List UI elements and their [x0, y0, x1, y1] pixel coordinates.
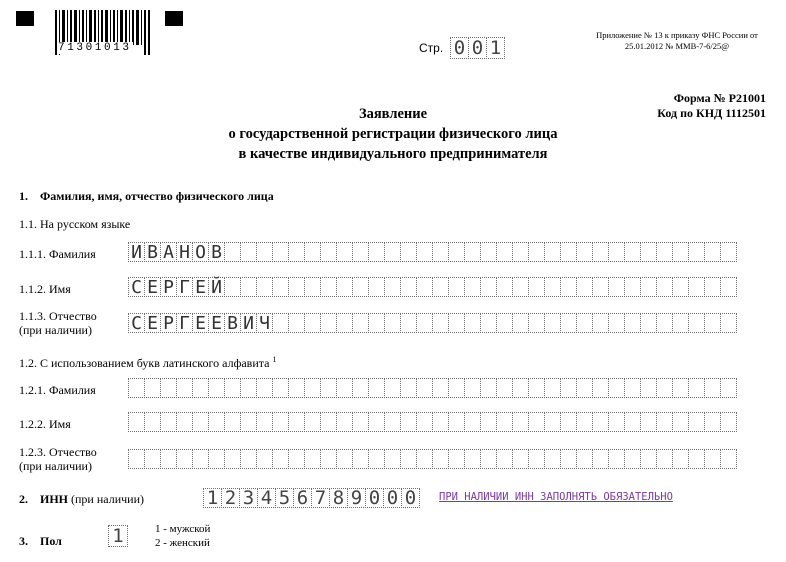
letter-cell[interactable]: [464, 277, 481, 297]
letter-cell[interactable]: [688, 378, 705, 398]
letter-cell[interactable]: [640, 277, 657, 297]
letter-cell[interactable]: [576, 313, 593, 333]
latin-patronymic-field[interactable]: [128, 449, 736, 469]
letter-cell[interactable]: 0: [365, 488, 384, 508]
letter-cell[interactable]: [544, 313, 561, 333]
letter-cell[interactable]: [720, 277, 737, 297]
latin-patronymic-label-line: 1.2.3. Отчество: [19, 445, 97, 459]
letter-cell[interactable]: [368, 378, 385, 398]
letter-cell[interactable]: И: [128, 242, 145, 262]
letter-cell[interactable]: [688, 242, 705, 262]
letter-cell[interactable]: [528, 412, 545, 432]
patronymic-label-line: 1.1.3. Отчество: [19, 309, 97, 323]
letter-cell[interactable]: [560, 242, 577, 262]
letter-cell[interactable]: [704, 313, 721, 333]
name-label: 1.1.2. Имя: [19, 282, 71, 296]
letter-cell[interactable]: [624, 242, 641, 262]
letter-cell[interactable]: [320, 449, 337, 469]
latin-surname-label: 1.2.1. Фамилия: [19, 383, 96, 397]
inn-heading: [40, 492, 144, 506]
letter-cell[interactable]: [272, 449, 289, 469]
section3-number: 3.: [19, 534, 28, 548]
letter-cell[interactable]: [688, 449, 705, 469]
letter-cell[interactable]: [352, 449, 369, 469]
letter-cell[interactable]: И: [240, 313, 257, 333]
letter-cell[interactable]: [512, 313, 529, 333]
letter-cell[interactable]: [656, 313, 673, 333]
letter-cell[interactable]: [288, 277, 305, 297]
letter-cell[interactable]: [160, 412, 177, 432]
letter-cell[interactable]: [512, 378, 529, 398]
letter-cell[interactable]: [608, 378, 625, 398]
letter-cell[interactable]: [384, 449, 401, 469]
letter-cell[interactable]: [496, 242, 513, 262]
sex-cell[interactable]: 1: [108, 525, 128, 547]
letter-cell[interactable]: [464, 412, 481, 432]
letter-cell[interactable]: [528, 378, 545, 398]
letter-cell[interactable]: [592, 277, 609, 297]
letter-cell[interactable]: [608, 242, 625, 262]
letter-cell[interactable]: [400, 449, 417, 469]
letter-cell[interactable]: [464, 313, 481, 333]
letter-cell[interactable]: [368, 449, 385, 469]
letter-cell[interactable]: [560, 313, 577, 333]
letter-cell[interactable]: [304, 277, 321, 297]
sex-option-female: 2 - женский: [155, 537, 210, 549]
letter-cell[interactable]: [400, 242, 417, 262]
letter-cell[interactable]: [192, 449, 209, 469]
letter-cell[interactable]: [656, 412, 673, 432]
letter-cell[interactable]: [352, 378, 369, 398]
letter-cell[interactable]: В: [224, 313, 241, 333]
letter-cell[interactable]: [720, 449, 737, 469]
letter-cell[interactable]: Е: [144, 313, 161, 333]
letter-cell[interactable]: [544, 242, 561, 262]
inn-field[interactable]: [203, 488, 419, 508]
letter-cell[interactable]: [256, 412, 273, 432]
letter-cell[interactable]: [640, 449, 657, 469]
letter-cell[interactable]: [704, 378, 721, 398]
letter-cell[interactable]: [336, 449, 353, 469]
section1-heading: Фамилия, имя, отчество физического лица: [40, 189, 274, 203]
knd-code: Код по КНД 1112501: [657, 106, 766, 120]
letter-cell[interactable]: [416, 449, 433, 469]
letter-cell[interactable]: [544, 277, 561, 297]
letter-cell[interactable]: [448, 449, 465, 469]
page-label: Стр.: [419, 41, 444, 55]
letter-cell[interactable]: [704, 449, 721, 469]
letter-cell[interactable]: [608, 412, 625, 432]
letter-cell[interactable]: О: [192, 242, 209, 262]
letter-cell[interactable]: 4: [257, 488, 276, 508]
letter-cell[interactable]: [528, 313, 545, 333]
letter-cell[interactable]: Й: [208, 277, 225, 297]
letter-cell[interactable]: [528, 242, 545, 262]
page-number-digit: 1: [486, 37, 505, 59]
letter-cell[interactable]: [208, 412, 225, 432]
letter-cell[interactable]: [592, 378, 609, 398]
letter-cell[interactable]: [512, 449, 529, 469]
letter-cell[interactable]: [304, 378, 321, 398]
letter-cell[interactable]: [720, 412, 737, 432]
name-field[interactable]: [128, 277, 736, 297]
letter-cell[interactable]: Е: [144, 277, 161, 297]
letter-cell[interactable]: 5: [275, 488, 294, 508]
letter-cell[interactable]: [304, 242, 321, 262]
letter-cell[interactable]: Е: [208, 313, 225, 333]
latin-name-label: 1.2.2. Имя: [19, 417, 71, 431]
letter-cell[interactable]: [560, 378, 577, 398]
footnote-mark: 1: [272, 355, 277, 364]
letter-cell[interactable]: [496, 378, 513, 398]
sex-options: [155, 522, 210, 550]
letter-cell[interactable]: [720, 378, 737, 398]
letter-cell[interactable]: [384, 412, 401, 432]
letter-cell[interactable]: [560, 277, 577, 297]
letter-cell[interactable]: [656, 449, 673, 469]
letter-cell[interactable]: [240, 277, 257, 297]
latin-subheading-text: 1.2. С использованием букв латинского алфавита: [19, 356, 270, 370]
letter-cell[interactable]: [144, 412, 161, 432]
letter-cell[interactable]: [160, 449, 177, 469]
letter-cell[interactable]: [704, 412, 721, 432]
letter-cell[interactable]: Н: [176, 242, 193, 262]
letter-cell[interactable]: [176, 449, 193, 469]
letter-cell[interactable]: [512, 277, 529, 297]
letter-cell[interactable]: [336, 412, 353, 432]
form-number: Форма № Р21001: [673, 91, 766, 105]
sex-field[interactable]: [108, 525, 127, 547]
title-line: в качестве индивидуального предпринимателя: [238, 146, 548, 162]
letter-cell[interactable]: 0: [383, 488, 402, 508]
letter-cell[interactable]: [416, 242, 433, 262]
letter-cell[interactable]: [624, 449, 641, 469]
appendix-line: 25.01.2012 № ММВ-7-6/25@: [624, 41, 730, 51]
letter-cell[interactable]: [432, 378, 449, 398]
letter-cell[interactable]: [288, 378, 305, 398]
letter-cell[interactable]: [496, 412, 513, 432]
letter-cell[interactable]: [432, 412, 449, 432]
letter-cell[interactable]: [352, 242, 369, 262]
letter-cell[interactable]: [448, 277, 465, 297]
letter-cell[interactable]: [288, 449, 305, 469]
letter-cell[interactable]: [576, 449, 593, 469]
letter-cell[interactable]: [672, 277, 689, 297]
letter-cell[interactable]: [432, 242, 449, 262]
appendix-line: Приложение № 13 к приказу ФНС России от: [596, 30, 758, 40]
letter-cell[interactable]: [304, 412, 321, 432]
letter-cell[interactable]: [688, 313, 705, 333]
document-title: [0, 104, 786, 164]
letter-cell[interactable]: [144, 449, 161, 469]
latin-patronymic-label-line: (при наличии): [19, 459, 92, 473]
latin-subheading: [19, 353, 276, 370]
letter-cell[interactable]: [432, 313, 449, 333]
patronymic-label: [19, 309, 97, 337]
letter-cell[interactable]: [608, 313, 625, 333]
letter-cell[interactable]: [400, 313, 417, 333]
letter-cell[interactable]: [624, 412, 641, 432]
title-line: о государственной регистрации физического лица: [228, 126, 558, 142]
title-line: Заявление: [358, 106, 428, 122]
letter-cell[interactable]: [544, 412, 561, 432]
letter-cell[interactable]: [304, 313, 321, 333]
letter-cell[interactable]: [368, 412, 385, 432]
letter-cell[interactable]: Ч: [256, 313, 273, 333]
letter-cell[interactable]: [320, 313, 337, 333]
letter-cell[interactable]: [352, 313, 369, 333]
letter-cell[interactable]: [672, 449, 689, 469]
letter-cell[interactable]: [448, 242, 465, 262]
letter-cell[interactable]: 1: [203, 488, 222, 508]
letter-cell[interactable]: [640, 313, 657, 333]
letter-cell[interactable]: [656, 277, 673, 297]
letter-cell[interactable]: [160, 378, 177, 398]
letter-cell[interactable]: [496, 313, 513, 333]
letter-cell[interactable]: [416, 277, 433, 297]
russian-subheading: 1.1. На русском языке: [19, 217, 131, 231]
sex-heading: Пол: [40, 534, 62, 548]
letter-cell[interactable]: [272, 313, 289, 333]
letter-cell[interactable]: [704, 242, 721, 262]
letter-cell[interactable]: [288, 242, 305, 262]
letter-cell[interactable]: 8: [329, 488, 348, 508]
letter-cell[interactable]: [336, 313, 353, 333]
letter-cell[interactable]: [416, 412, 433, 432]
letter-cell[interactable]: [624, 378, 641, 398]
letter-cell[interactable]: [448, 378, 465, 398]
letter-cell[interactable]: [640, 378, 657, 398]
sex-option-male: 1 - мужской: [155, 523, 211, 535]
letter-cell[interactable]: [240, 378, 257, 398]
letter-cell[interactable]: [288, 313, 305, 333]
letter-cell[interactable]: [128, 378, 145, 398]
letter-cell[interactable]: Г: [176, 277, 193, 297]
letter-cell[interactable]: [368, 277, 385, 297]
letter-cell[interactable]: [400, 412, 417, 432]
letter-cell[interactable]: [384, 313, 401, 333]
page-number-digit: 0: [450, 37, 469, 59]
letter-cell[interactable]: [592, 242, 609, 262]
letter-cell[interactable]: [480, 378, 497, 398]
letter-cell[interactable]: [400, 378, 417, 398]
letter-cell[interactable]: [176, 378, 193, 398]
inn-heading-bold: ИНН: [40, 492, 69, 506]
letter-cell[interactable]: [560, 412, 577, 432]
letter-cell[interactable]: Р: [160, 313, 177, 333]
letter-cell[interactable]: [624, 277, 641, 297]
letter-cell[interactable]: [672, 242, 689, 262]
letter-cell[interactable]: [480, 313, 497, 333]
letter-cell[interactable]: [256, 242, 273, 262]
letter-cell[interactable]: [224, 242, 241, 262]
letter-cell[interactable]: [672, 378, 689, 398]
letter-cell[interactable]: [480, 412, 497, 432]
letter-cell[interactable]: [608, 449, 625, 469]
letter-cell[interactable]: [624, 313, 641, 333]
letter-cell[interactable]: [320, 412, 337, 432]
letter-cell[interactable]: [320, 277, 337, 297]
letter-cell[interactable]: [352, 412, 369, 432]
letter-cell[interactable]: [464, 449, 481, 469]
corner-marker-left: [16, 11, 34, 26]
letter-cell[interactable]: В: [208, 242, 225, 262]
letter-cell[interactable]: [256, 277, 273, 297]
letter-cell[interactable]: [464, 242, 481, 262]
letter-cell[interactable]: [560, 449, 577, 469]
letter-cell[interactable]: [528, 449, 545, 469]
latin-surname-field[interactable]: [128, 378, 736, 398]
letter-cell[interactable]: [128, 449, 145, 469]
patronymic-field[interactable]: [128, 313, 736, 333]
letter-cell[interactable]: [720, 313, 737, 333]
letter-cell[interactable]: [496, 449, 513, 469]
letter-cell[interactable]: Е: [192, 313, 209, 333]
letter-cell[interactable]: [144, 378, 161, 398]
letter-cell[interactable]: А: [160, 242, 177, 262]
letter-cell[interactable]: [192, 412, 209, 432]
letter-cell[interactable]: [256, 449, 273, 469]
letter-cell[interactable]: [208, 378, 225, 398]
letter-cell[interactable]: [432, 277, 449, 297]
letter-cell[interactable]: [592, 412, 609, 432]
letter-cell[interactable]: [272, 242, 289, 262]
letter-cell[interactable]: [240, 412, 257, 432]
letter-cell[interactable]: [704, 277, 721, 297]
appendix-note: [580, 30, 774, 52]
section2-number: 2.: [19, 492, 28, 506]
letter-cell[interactable]: [640, 412, 657, 432]
letter-cell[interactable]: [224, 378, 241, 398]
letter-cell[interactable]: [576, 412, 593, 432]
letter-cell[interactable]: [544, 449, 561, 469]
letter-cell[interactable]: [688, 277, 705, 297]
letter-cell[interactable]: [672, 412, 689, 432]
letter-cell[interactable]: [288, 412, 305, 432]
letter-cell[interactable]: [720, 242, 737, 262]
patronymic-label-line: (при наличии): [19, 323, 92, 337]
letter-cell[interactable]: [272, 412, 289, 432]
letter-cell[interactable]: [368, 313, 385, 333]
letter-cell[interactable]: [336, 277, 353, 297]
letter-cell[interactable]: [272, 378, 289, 398]
letter-cell[interactable]: Р: [160, 277, 177, 297]
letter-cell[interactable]: 9: [347, 488, 366, 508]
letter-cell[interactable]: [608, 277, 625, 297]
letter-cell[interactable]: 3: [239, 488, 258, 508]
surname-label: 1.1.1. Фамилия: [19, 247, 96, 261]
letter-cell[interactable]: [224, 449, 241, 469]
letter-cell[interactable]: [176, 412, 193, 432]
letter-cell[interactable]: [128, 412, 145, 432]
letter-cell[interactable]: [224, 277, 241, 297]
letter-cell[interactable]: [192, 378, 209, 398]
section1-number: 1.: [19, 189, 28, 203]
letter-cell[interactable]: [400, 277, 417, 297]
surname-field[interactable]: [128, 242, 736, 262]
letter-cell[interactable]: 7: [311, 488, 330, 508]
letter-cell[interactable]: [592, 449, 609, 469]
letter-cell[interactable]: [544, 378, 561, 398]
letter-cell[interactable]: [336, 242, 353, 262]
letter-cell[interactable]: [208, 449, 225, 469]
latin-name-field[interactable]: [128, 412, 736, 432]
barcode-digits: 71301013: [58, 42, 132, 54]
letter-cell[interactable]: [304, 449, 321, 469]
letter-cell[interactable]: [416, 313, 433, 333]
letter-cell[interactable]: [480, 277, 497, 297]
inn-heading-suffix: (при наличии): [71, 492, 144, 506]
page-number-digit: 0: [468, 37, 487, 59]
letter-cell[interactable]: [512, 412, 529, 432]
letter-cell[interactable]: [480, 449, 497, 469]
letter-cell[interactable]: [320, 242, 337, 262]
letter-cell[interactable]: [432, 449, 449, 469]
letter-cell[interactable]: [528, 277, 545, 297]
letter-cell[interactable]: [448, 412, 465, 432]
letter-cell[interactable]: 2: [221, 488, 240, 508]
letter-cell[interactable]: [656, 242, 673, 262]
letter-cell[interactable]: [320, 378, 337, 398]
letter-cell[interactable]: [640, 242, 657, 262]
letter-cell[interactable]: 6: [293, 488, 312, 508]
letter-cell[interactable]: [240, 449, 257, 469]
letter-cell[interactable]: [384, 242, 401, 262]
letter-cell[interactable]: С: [128, 277, 145, 297]
letter-cell[interactable]: [240, 242, 257, 262]
letter-cell[interactable]: [336, 378, 353, 398]
letter-cell[interactable]: [464, 378, 481, 398]
letter-cell[interactable]: 0: [401, 488, 420, 508]
letter-cell[interactable]: [496, 277, 513, 297]
letter-cell[interactable]: В: [144, 242, 161, 262]
letter-cell[interactable]: [448, 313, 465, 333]
letter-cell[interactable]: [224, 412, 241, 432]
letter-cell[interactable]: [368, 242, 385, 262]
letter-cell[interactable]: [656, 378, 673, 398]
latin-patronymic-label: [19, 445, 97, 473]
letter-cell[interactable]: С: [128, 313, 145, 333]
inn-required-note[interactable]: ПРИ НАЛИЧИИ ИНН ЗАПОЛНЯТЬ ОБЯЗАТЕЛЬНО: [439, 491, 673, 503]
letter-cell[interactable]: [416, 378, 433, 398]
letter-cell[interactable]: [592, 313, 609, 333]
letter-cell[interactable]: Г: [176, 313, 193, 333]
letter-cell[interactable]: [672, 313, 689, 333]
letter-cell[interactable]: Е: [192, 277, 209, 297]
letter-cell[interactable]: [576, 242, 593, 262]
letter-cell[interactable]: [272, 277, 289, 297]
letter-cell[interactable]: [256, 378, 273, 398]
letter-cell[interactable]: [384, 277, 401, 297]
letter-cell[interactable]: [576, 277, 593, 297]
corner-marker-right: [165, 11, 183, 26]
letter-cell[interactable]: [512, 242, 529, 262]
letter-cell[interactable]: [352, 277, 369, 297]
letter-cell[interactable]: [576, 378, 593, 398]
letter-cell[interactable]: [480, 242, 497, 262]
letter-cell[interactable]: [688, 412, 705, 432]
letter-cell[interactable]: [384, 378, 401, 398]
page-number-cells: [450, 37, 504, 59]
